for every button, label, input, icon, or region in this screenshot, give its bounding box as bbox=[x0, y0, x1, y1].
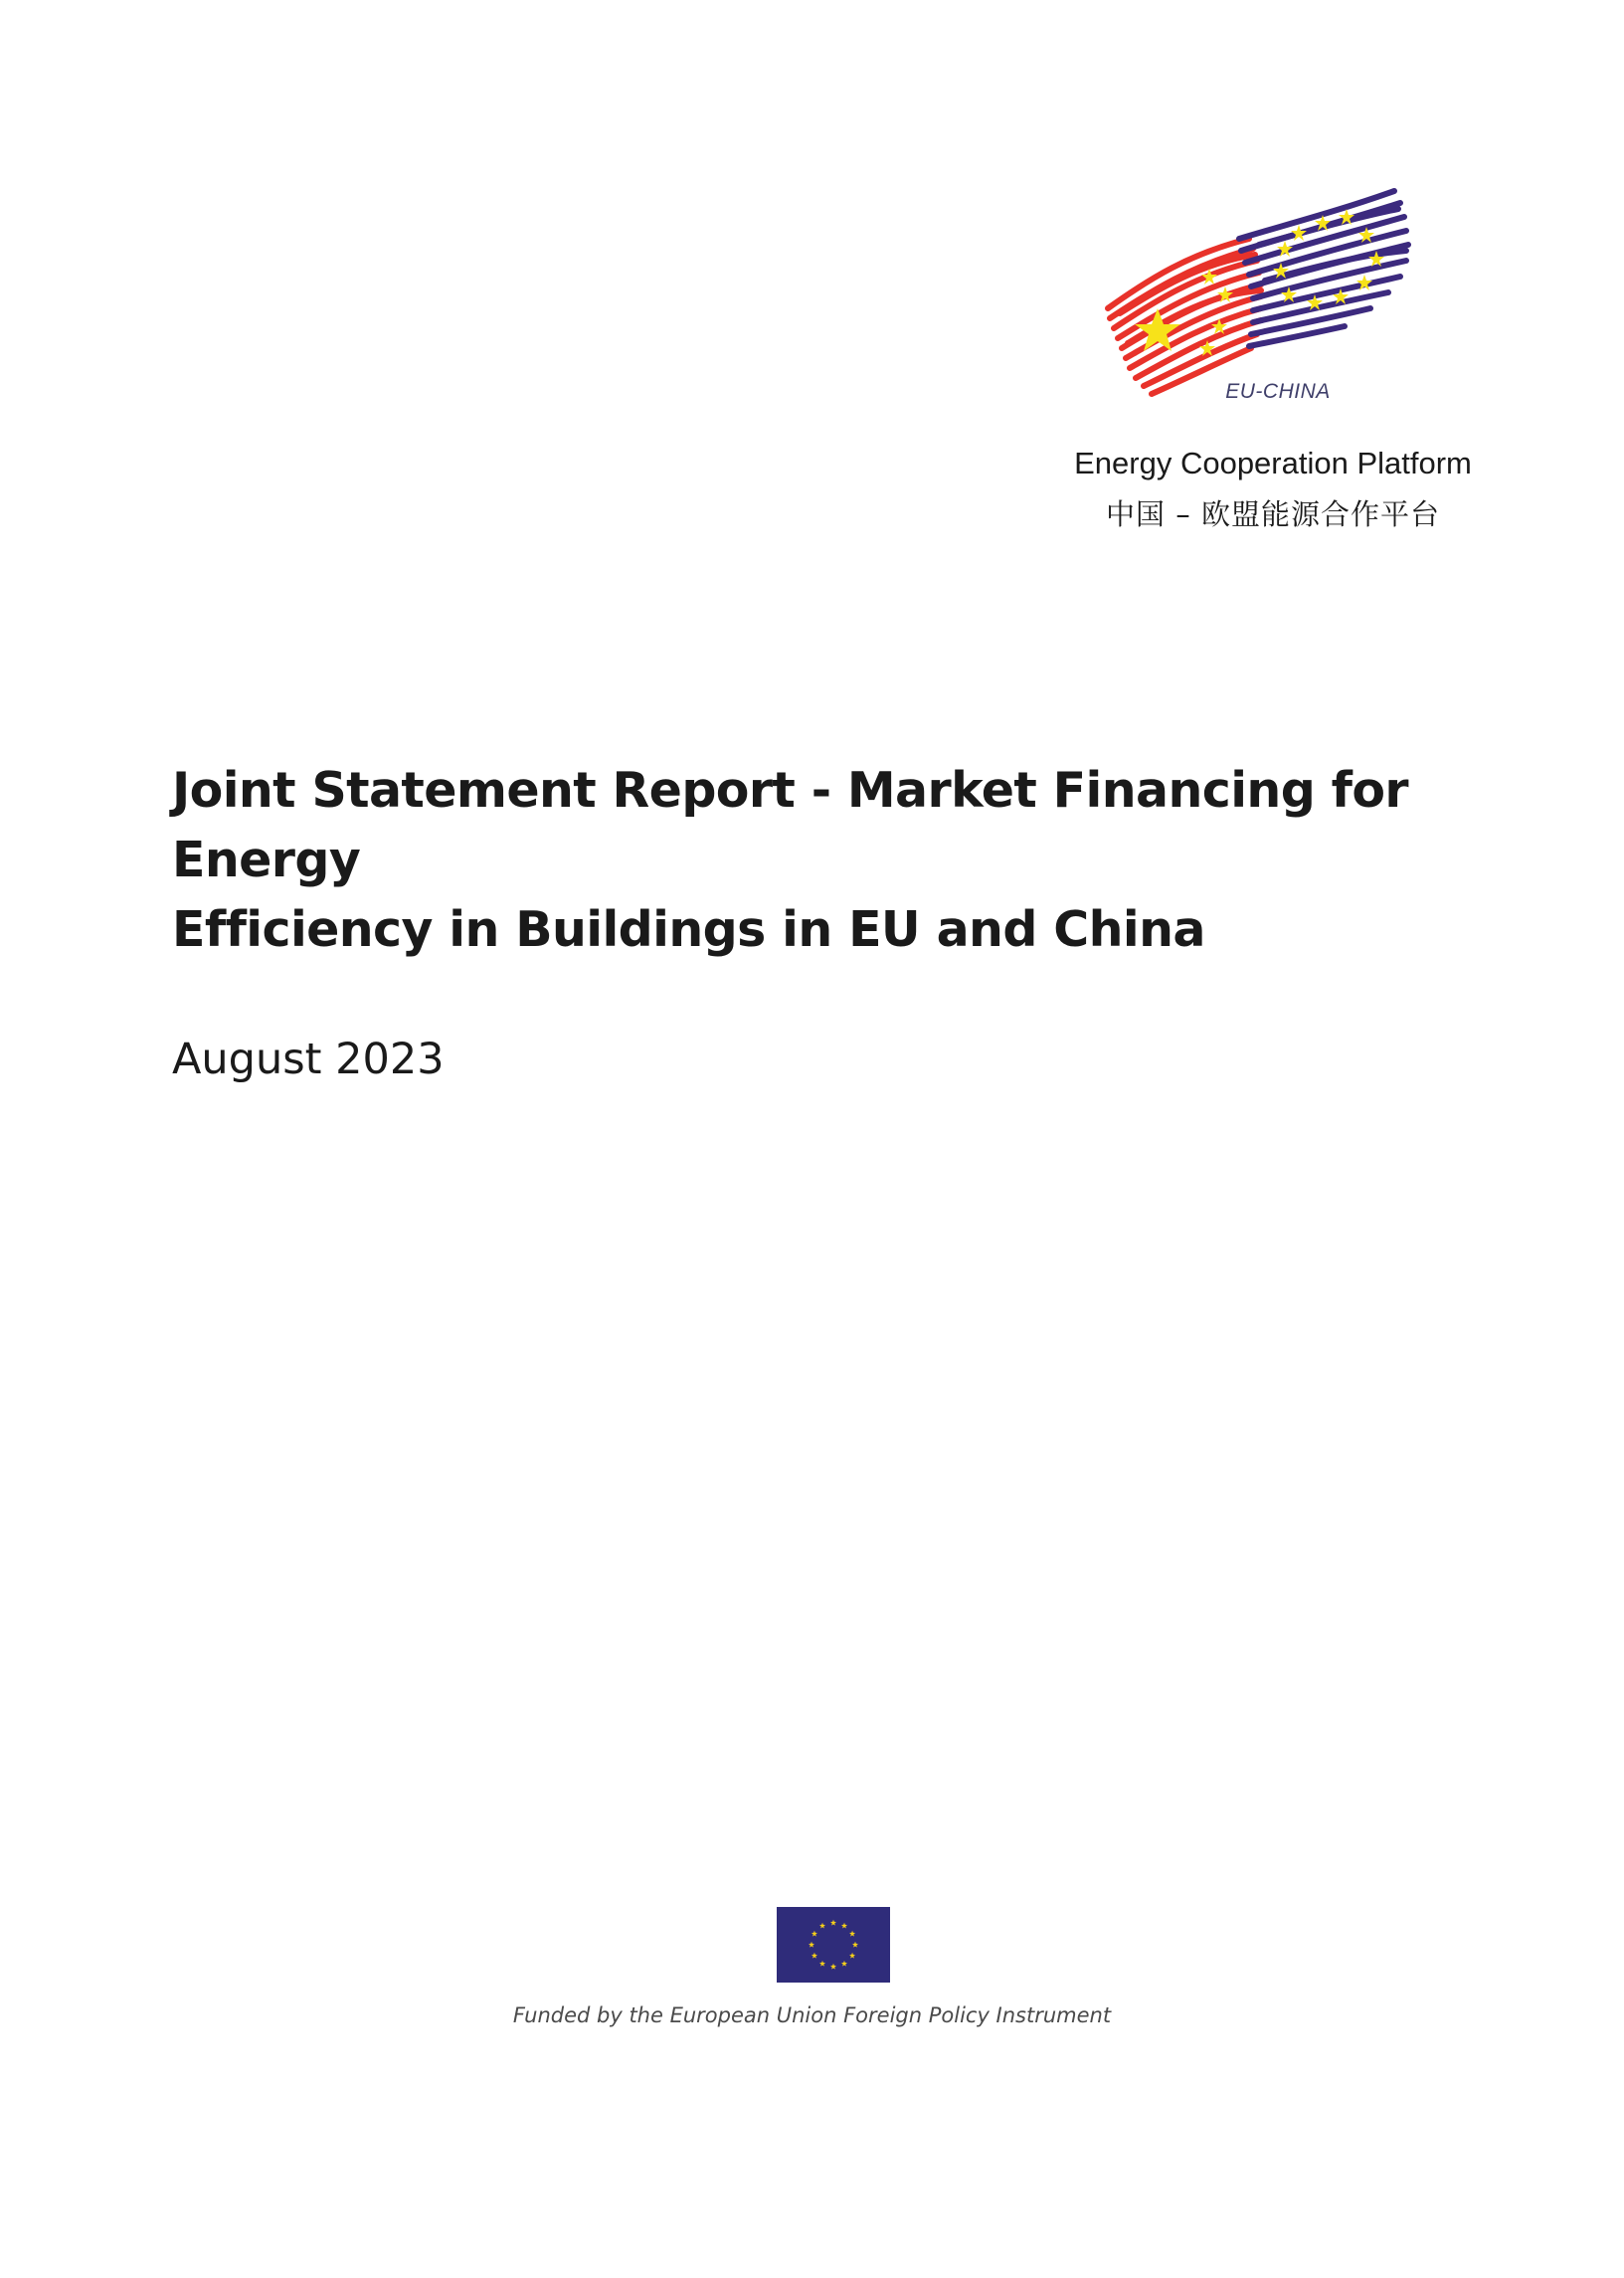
document-title-line-2: Efficiency in Buildings in EU and China bbox=[172, 901, 1205, 958]
funding-note: Funded by the European Union Foreign Policy Instrument bbox=[512, 2003, 1112, 2027]
document-title-line-1: Joint Statement Report - Market Financing for Energy bbox=[172, 762, 1408, 888]
logo-caption: EU-CHINA bbox=[1225, 380, 1331, 403]
document-date: August 2023 bbox=[172, 1035, 445, 1084]
platform-name-chinese: 中国 – 欧盟能源合作平台 bbox=[1106, 497, 1440, 531]
platform-name: Energy Cooperation Platform bbox=[1074, 446, 1472, 480]
document-title bbox=[172, 756, 1485, 965]
eu-flag-icon bbox=[777, 1907, 890, 1983]
